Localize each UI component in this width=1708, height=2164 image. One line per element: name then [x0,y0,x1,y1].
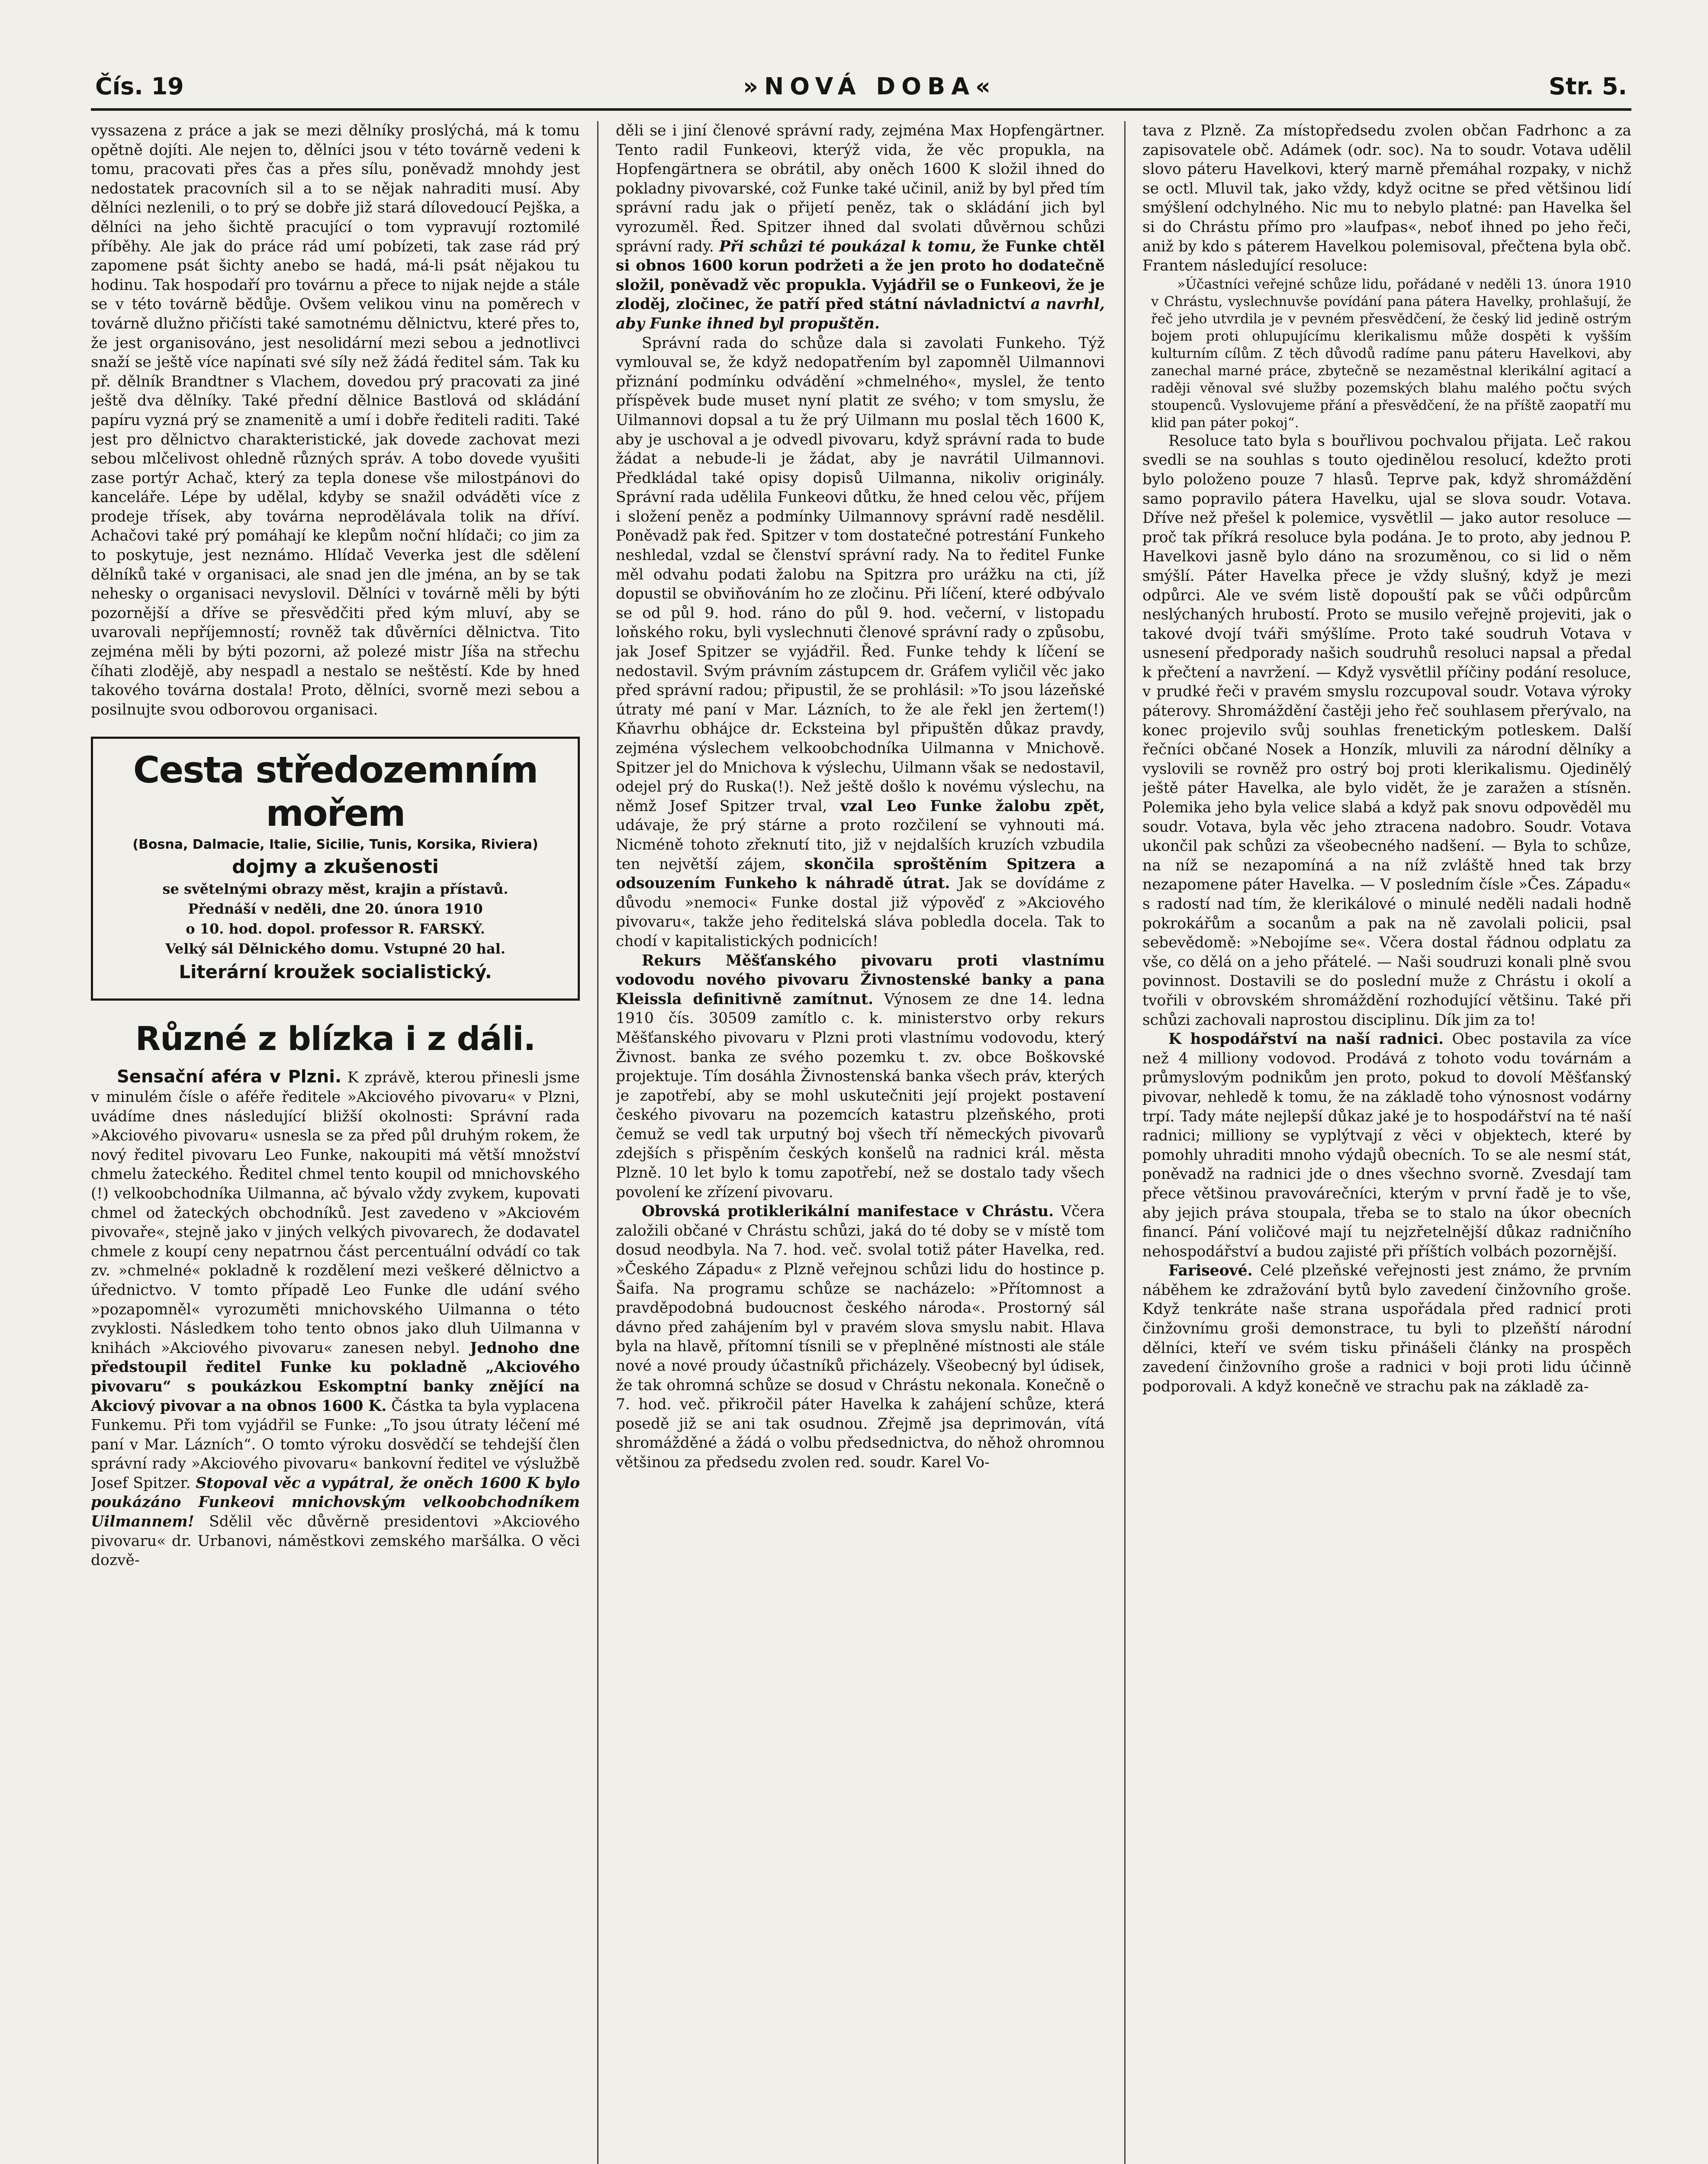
news-affair-trial: Správní rada do schůze dala si zavolati Funkeho. Týž vymlouval se, že když nedopatřením byl zapomněl Uilmannovi přiznání podmínku odvádění »chmelného«, myslel, že tento příspěvek bude muset nyní platit ze svého; v tom smyslu, že Uilmannovi dopsal a tu že prý Uilmann mu poslal těch 1600 K, aby je uschoval a je odvedl pivovaru, když správní rada to bude žádat a nebude-li je žádat, aby je navrátil Uilmannovi. Předkládal také opisy dopisů Uilmanna, nikoliv originály. Správní rada udělila Funkeovi důtku, že hned celou věc, příjem i složení peněz a podmínky Uilmannovy správní radě nesdělil. Poněvadž pak řed. Spitzer v tom dostatečné potrestání Funkeho neshledal, vzdal se členství správní rady. Na to ředitel Funke měl odvahu podati žalobu na Spitzra pro urážku na cti, jíž dopustil se obviňováním ho ze zločinu. Při líčení, které odbývalo se od půl 9. hod. ráno do půl 9. hod. večerní, v listopadu loňského roku, byli vyslechnuti členové správní rady o způsobu, jak Josef Spitzer se vyjádřil. Řed. Funke tehdy k líčení se nedostavil. Svým právním zástupcem dr. Gráfem vyličil věc jako před správní radou; připustil, že se prohlásil: »To jsou lázeňské útraty mé paní v Mar. Lázních, to že ale řekl jen žertem(!) Kňavrhu obhájce dr. Ecksteina byl připuštěn důkaz pravdy, zejména výslechem velkoobchodníka Uilmanna v Mnichově. Spitzer jel do Mnichova k výslechu, Uilmann však se nedostavil, odejel prý do Ruska(!). Než ještě došlo k novému výslechu, na němž Josef Spitzer trval, vzal Leo Funke žalobu zpět, udávaje, že prý stárne a proto rozčilení se vyhnouti má. Nicméně tohoto zřeknutí tito, již v nejdalších kruzích vzbudila ten největší zájem, skončila sproštěním Spitzera a odsouzením Funkeho k náhradě útrat. Jak se dovídáme z důvodu »nemoci« Funke dostal již výpověď z »Akciového pivovaru«, takže jeho ředitelská sláva pobledla docela. Tak to chodí v kapitalistických podnicích! [616,334,1105,950]
news-heading: K hospodářství na naší radnici. [1168,1030,1444,1048]
page-number: Str. 5. [1548,73,1627,100]
resolution-quote: »Účastníci veřejné schůze lidu, pořádané v neděli 13. února 1910 v Chrástu, vyslechnuvše povídání pana pátera Havelky, prohlašují, že řeč jeho utvrdila je v pevném přesvědčení, že český lid jedině ostrým bojem proti ohlupujícímu klerikalismu může dospěti k vyšším kulturním cílům. Z těch důvodů radíme panu páteru Havelkovi, aby zanechal marné práce, zbytečně se nezaměstnal klerikální agitací a raději věnoval své služby pozemských blahu malého počtu svých stoupenců. Vyslovujeme přání a přesvědčení, že na příště zaopatří mu klid pan páter pokoj“. [1151,276,1631,431]
news-chrast-continued: tava z Plzně. Za místopředsedu zvolen občan Fadrhonc a za zapisovatele obč. Adámek (odr. soc). Na to soudr. Votava udělil slovo páteru Havelkovi, který marně přemáhal rozpaky, v nichž se octl. Mluvil tak, jako vždy, když ocitne se před většinou lidí smýšlení odchylného. Nic mu to nebylo platné: pan Havelka šel si do Chrástu přímo pro »laufpas«, neboť ihned po jeho řeči, aniž by kdo s páterem Havelkou polemisoval, přečtena byla obč. Frantem následující resoluce: [1142,122,1631,275]
column-2 [616,121,1105,2164]
ad-title: Cesta středozemním mořem [133,749,538,835]
news-brewery-appeal: Rekurs Měšťanského pivovaru proti vlastnímu vodovodu nového pivovaru Živnostenské banky a pana Kleissla definitivně zamítnut. Výnosem ze dne 14. ledna 1910 čís. 30509 zamítlo c. k. ministerstvo orby rekurs Měšťanského pivovaru v Plzni proti vlastnímu vodovodu, který Živnost. banka ze svého pozemku t. zv. obce Boškovské projektuje. Tím dosáhla Živnostenská banka všech práv, kterých je zapotřebí, aby se mohl uskutečniti její projekt postavení českého pivovaru na pozemcích katastru plzeňského, proti čemuž se vedl tak urputný boj všech tří německých pivovarů zdejších s přispěním českých konšelů na radnici král. města Plzně. 10 let bylo k tomu zapotřebí, než se dostalo tady všech povolení ke zřízení pivovaru. [616,952,1105,1201]
ad-organizer: Literární kroužek socialistický. [179,961,492,983]
news-town-hall-economy: K hospodářství na naší radnici. Obec postavila za více než 4 milliony vodovod. Prodává z tohoto vodu továrnám a průmyslovým podnikům jen proto, pokud to dovolí Měšťanský pivovar, nehledě k tomu, že na základě toho výnosnost vodárny trpí. Tady máte nejlepší důkaz jaké je to hospodářství na té naší radnici; milliony se vyplýtvají z věci v objektech, které by pomohly uhraditi mnoho výdajů obecních. To se ale nesmí stát, poněvadž na radnici jde o dnes všechno svorně. Zvesdají tam přece většinou pravovárečníci, kterým v první řadě je to vše, aby jejich práva stoupala, třeba se to stalo na úkor obecních financí. Pání voličové mají tu nejzřetelnější důkaz radničního nehospodářství a budou zajisté při příštích volbách pozornější. [1142,1030,1631,1260]
masthead [91,65,1631,111]
news-heading: Obrovská protiklerikální manifestace v Chrástu. [642,1203,1054,1220]
ad-line-3: Přednáší v neděli, dne 20. února 1910 [188,901,483,918]
column-3 [1142,121,1631,2164]
column-divider-1 [597,121,598,2164]
column-1 [91,121,580,2164]
ad-subtitle: (Bosna, Dalmacie, Italie, Sicilie, Tunis, Korsika, Riviera) [132,837,538,853]
news-heading: Sensační aféra v Plzni. [117,1067,342,1087]
article-paper-factory-end: vyssazena z práce a jak se mezi dělníky proslýchá, má k tomu opětně dojíti. Ale nejen to, dělníci jsou v této továrně vedeni k tomu, pracovati přes čas a přes sílu, poněvadž mnohdy jest nedostatek pracovních sil a to se nějak nahraditi musí. Aby dělníci nezlenili, o to prý se dobře již stará dílovedoucí Pejška, a dělníci na jeho šichtě pracující o tom vypravují roztomilé příběhy. Ale jak do práce rád umí pobízeti, tak zase rád prý zapomene psát šichty anebo se hadá, má-li psát nějakou tu hodinu. Tak hospodaří pro továrnu a přece to nijak nejde a stále se v této továrně bědůje. Ovšem velikou vinu na poměrech v továrně dlužno přičísti také samotnému dělnictvu, které přes to, že jest organisováno, jest nesolidární mezi sebou a jednotlivci snaží se ještě více napínati své síly než žádá ředitel sám. Tak ku př. dělník Brandtner s Vlachem, dovedou prý pracovati za jiné ještě dva dělníky. Také přední dělnice Bastlová od skládání papíru vyzná prý se znamenitě a umí i dobře řediteli raditi. Také jest pro dělnictvo charakteristické, jak dovede zachovat mezi sebou mlčelivost ohledně různých správ. A tobo dovede vyušiti zase portýr Achač, který za tepla donese vše milostpánovi do kanceláře. Lépe by udělal, kdyby se snažil odváděti více z prodeje třísek, aby továrna neprodělávala tolik na dříví. Achačovi také prý pomáhají ke klepům noční hlídači; co jim za to poskytuje, jest neznámo. Hlídač Veverka jest dle sdělení dělníků také v organisaci, ale snad jen dle jména, an by se tak nehesky o organisaci nevyslovil. Dělníci v továrně měli by býti pozornější a dříve se přesvědčiti před kým mluví, aby se uvarovali nepříjemností; rovněž tak důvěrníci dělnictva. Tito zejména měli by býti pozorni, až polezé mistr Jíša na střechu číhati zlodějě, aby nespadl a nestalo se neštěstí. Kde by hned takového továrna dostala! Proto, dělníci, svorně mezi sebou a posilnujte svou odborovou organisaci. [91,122,580,718]
newspaper-page [91,65,1631,2164]
news-pharisees: Fariseové. Celé plzeňské veřejnosti jest známo, že prvním náběhem ke zdražování bytů bylo zavedení činžovního groše. Když tenkráte naše strana uspořádala před radnicí proti činžovnímu groši demonstrace, tu byli to plzeňští národní dělníci, kteří ve svém tisku přinášeli články na prospěch zavedení činžovního groše a radnici v boji proti lidu účinně podporovali. A když konečně ve strachu pak na základě za- [1142,1262,1631,1395]
ad-line-5: Velký sál Dělnického domu. Vstupné 20 hal. [165,940,505,957]
news-chrast-resolution: Resoluce tato byla s bouřlivou pochvalou přijata. Leč rakou svedli se na souhlas s touto ojedinělou resolucí, kdežto proti bylo položeno pouze 7 hlasů. Teprve pak, když shromáždění samo popravilo pátera Havelku, ujal se slova soudr. Votava. Dříve než přešel k polemice, vysvětlil — jako autor resoluce — proč tak příkrá resoluce byla podána. Je to proto, aby jednou P. Havelkovi jasně bylo dáno na srozuměnou, co si lid o něm smýšlí. Páter Havelka přece je vždy slušný, když je mezi odpůrci. Ale ve svém listě dopouští pak se vůči odpůrcům neslýchaných hrubostí. Proto se musilo veřejně projeviti, jak o takové dvojí tváři smýšlíme. Proto také soudruh Votava v usnesení předporady našich soudruhů resoluci napsal a předal k přečtení a navržení. — Když vysvětlil příčiny podání resoluce, v prudké řeči v pravém smyslu rozcupoval soudr. Votava výroky páterovy. Shromáždění častěji jeho řeč souhlasem přerývalo, na konec projevilo svůj souhlas frenetickým potleskem. Další řečníci občané Nosek a Honzík, mluvili za národní dělníky a vyslovili se rovněž pro ostrý boj proti klerikalismu. Ojedinělý ještě páter Havelka, ale bylo vidět, že je zaražen a stísněn. Polemika jeho byla velice slabá a když pak snovu odpověděl mu soudr. Votava, byla věc jeho ztracena nadobro. Soudr. Votava ukončil pak schůzi za všeobecného nadšení. — Byla to schůze, na níž se nezapomíná a na níž zvláště hned tak brzy nezapomene páter Havelka. — V posledním čísle »Čes. Západu« s radostí nad tím, že klerikálové o minulé neděli nadali hodně pokrokářům a socanům a pak na ně zavolali policii, psal sebevědomě: »Nebojíme se«. Včera dostal řádnou odplatu za vše, co dělá on a jeho přátelé. — Naši soudruzi konali plně svou povinnost. Dostavili se do poslední muže z Chrástu i okolí a tvořili v obrovském shromáždění rozhodující většinu. Také při schůzi zachovali naprostou disciplinu. Dík jim za to! [1142,432,1631,1029]
ad-line-1: dojmy a zkušenosti [232,856,439,878]
ad-line-4: o 10. hod. dopol. professor R. FARSKÝ. [186,921,485,937]
news-heading: Fariseové. [1168,1262,1253,1280]
news-chrast-manifestation: Obrovská protiklerikální manifestace v Chrástu. Včera založili občané v Chrástu schůzi, jaká do té doby se v místě tom dosud neodbyla. Na 7. hod. več. svolal totiž páter Havelka, red. »Českého Západu« z Plzně veřejnou schůzi lidu do hostince p. Šaifa. Na programu schůze se nacházelo: »Přítomnost a pravděpodobná budoucnost českého národa«. Prostorný sál dávno před zahájením byl v pravém slova smyslu nabit. Hlava byla na hlavě, přítomní tísnili se v přeplněné místnosti ale stále nové a nové proudy účastníků přicházely. Všeobecný byl údisek, že tak ohromná schůze se dosud v Chrástu nekonala. Konečně o 7. hod. več. přikročil páter Havelka k zahájení schůze, která posedě již se ani tak osudnou. Zřejmě jsa deprimován, vítá shromážděné a žádá o volbu předsednictva, do něhož ohromnou většinou za předsedu zvolen red. soudr. Karel Vo- [616,1203,1105,1471]
ad-line-2: se světelnými obrazy měst, krajin a přístavů. [162,881,508,898]
newspaper-title: »NOVÁ DOBA« [743,73,997,100]
news-sensational-affair: Sensační aféra v Plzni. K zprávě, kterou přinesli jsme v minulém čísle o aféře ředitele »Akciového pivovaru« v Plzni, uvádíme dnes následující bližší okolnosti: Správní rada »Akciového pivovaru« usnesla se za před půl druhým rokem, že nový ředitel pivovaru Leo Funke, nakoupiti má větší množství chmelu žateckého. Ředitel chmel tento koupil od mnichovského (!) velkoobchodníka Uilmanna, ač bývalo vždy zvykem, kupovati chmel od žateckých obchodníků. Jest zavedeno v »Akciovém pivovaře«, stejně jako v jiných velkých pivovarech, že dodavatel chmele z koupí ceny nepatrnou část percentuální odvádí co tak zv. »chmelné« pokladně k rozdělení mezi veškeré dělnictvo a úřednictvo. V tomto případě Leo Funke dle udání svého »pozapomněl« vyrozuměti mnichovského Uilmanna o této zvyklosti. Následkem toho tento obnos jako dluh Uilmanna v knihách »Akciového pivovaru« zanesen nebyl. Jednoho dne předstoupil ředitel Funke ku pokladně „Akciového pivovaru“ s poukázkou Eskomptní banky znějící na Akciový pivovar a na obnos 1600 K. Částka ta byla vyplacena Funkemu. Při tom vyjádřil se Funke: „To jsou útraty léčení mé paní v Mar. Lázních“. O tomto výroku dosvědčí se tehdejší člen správní rady »Akciového pivovaru« bankovní ředitel ve výslužbě Josef Spitzer. Stopoval věc a vypátral, že oněch 1600 K bylo poukázáno Funkeovi mnichovským velkoobchodníkem Uilmannem! Sdělil věc důvěrně presidentovi »Akciového pivovaru« dr. Urbanovi, náměstkovi zemského maršálka. O věci dozvě- [91,1067,580,1569]
news-affair-continued: děli se i jiní členové správní rady, zejména Max Hopfengärtner. Tento radil Funkeovi, kterýž vida, že věc propukla, na Hopfengärtnera se obrátil, aby oněch 1600 K složil ihned do pokladny pivovarské, což Funke také učinil, aniž by byl před tím správní radu jak o přijetí peněz, tak o skládání jich byl vyrozuměl. Řed. Spitzer ihned dal svolati důvěrnou schůzi správní rady. Při schůzi té poukázal k tomu, že Funke chtěl si obnos 1600 korun podržeti a že jen proto ho dodatečně složil, poněvadž věc propukla. Vyjádřil se o Funkeovi, že je zloděj, zločinec, že patří před státní návladnictví a navrhl, aby Funke ihned byl propuštěn. [616,122,1105,332]
issue-number: Čís. 19 [95,73,184,100]
column-divider-2 [1124,121,1126,2164]
section-title: Různé z blízka i z dáli. [135,1019,536,1058]
news-heading: Rekurs Měšťanského pivovaru proti vlastnímu vodovodu nového pivovaru Živnostenské banky a pana Kleissla definitivně zamítnut. [616,952,1105,1008]
lecture-advertisement [91,737,580,1001]
